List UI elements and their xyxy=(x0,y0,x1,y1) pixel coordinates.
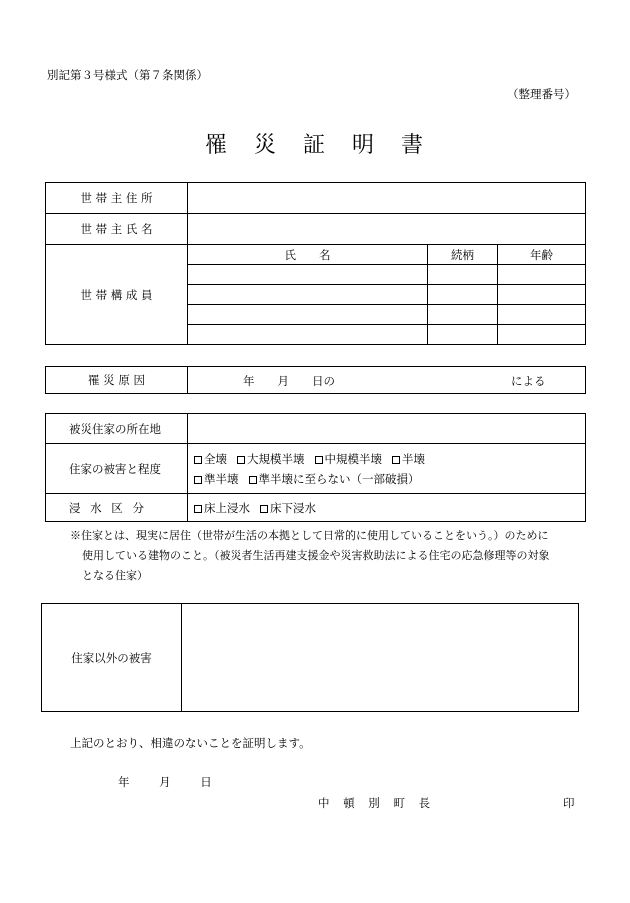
member-age-field[interactable] xyxy=(498,325,586,345)
extent-options xyxy=(188,444,586,494)
column-header-name: 氏 名 xyxy=(188,245,428,265)
definition-note xyxy=(70,526,585,586)
member-relation-field[interactable] xyxy=(428,325,498,345)
seal-mark: 印 xyxy=(563,796,575,810)
certification-statement: 上記のとおり、相違のないことを証明します。 xyxy=(70,736,311,750)
cause-suffix: による xyxy=(511,374,546,388)
flood-options xyxy=(188,494,586,522)
issue-date: 年 月 日 xyxy=(118,775,212,789)
extent-label: 住家の被害と程度 xyxy=(46,444,188,494)
note-line: ※住家とは、現実に居住（世帯が生活の本拠として日常的に使用していることをいう。）のために xyxy=(70,529,549,542)
option-label: 床下浸水 xyxy=(270,500,316,515)
location-field[interactable] xyxy=(188,414,586,444)
form-note: 別記第３号様式（第７条関係） xyxy=(47,68,208,82)
member-age-field[interactable] xyxy=(498,305,586,325)
option-label: 中規模半壊 xyxy=(324,451,382,466)
other-damage-table xyxy=(41,603,579,712)
head-name-field[interactable] xyxy=(188,214,586,245)
column-header-relation: 続柄 xyxy=(428,245,498,265)
note-line: 使用している建物のこと。（被災者生活再建支援金や災害救助法による住宅の応急修理等の対象 xyxy=(82,549,550,562)
cause-table xyxy=(45,366,586,394)
option-label: 大規模半壊 xyxy=(247,451,305,466)
cause-field[interactable] xyxy=(188,367,586,394)
option-label: 全壊 xyxy=(204,451,227,466)
member-age-field[interactable] xyxy=(498,265,586,285)
flood-label: 浸 水 区 分 xyxy=(46,494,188,522)
extent-options-row-2 xyxy=(194,469,585,489)
mayor-title: 中 頓 別 町 長 xyxy=(318,796,431,810)
checkbox[interactable] xyxy=(392,456,400,464)
checkbox[interactable] xyxy=(194,456,202,464)
cause-date-text: 年 月 日の xyxy=(243,374,335,388)
checkbox[interactable] xyxy=(194,476,202,484)
cause-label: 罹 災 原 因 xyxy=(46,367,188,394)
checkbox[interactable] xyxy=(237,456,245,464)
option-label: 準半壊に至らない（一部破損） xyxy=(258,471,420,486)
checkbox[interactable] xyxy=(249,476,257,484)
other-damage-field[interactable] xyxy=(182,604,579,712)
reference-number-label: （整理番号） xyxy=(507,87,576,101)
checkbox[interactable] xyxy=(260,505,268,513)
household-table xyxy=(45,182,586,345)
location-label: 被災住家の所在地 xyxy=(46,414,188,444)
address-label: 世 帯 主 住 所 xyxy=(46,183,188,214)
page-title: 罹 災 証 明 書 xyxy=(205,133,425,158)
extent-options-row-1 xyxy=(194,449,585,469)
checkbox[interactable] xyxy=(315,456,323,464)
checkbox[interactable] xyxy=(194,505,202,513)
member-name-field[interactable] xyxy=(188,325,428,345)
address-field[interactable] xyxy=(188,183,586,214)
column-header-age: 年齢 xyxy=(498,245,586,265)
head-name-label: 世 帯 主 氏 名 xyxy=(46,214,188,245)
member-name-field[interactable] xyxy=(188,285,428,305)
option-label: 半壊 xyxy=(402,451,425,466)
option-label: 準半壊 xyxy=(204,471,239,486)
member-age-field[interactable] xyxy=(498,285,586,305)
member-relation-field[interactable] xyxy=(428,285,498,305)
damage-table xyxy=(45,413,586,522)
option-label: 床上浸水 xyxy=(204,500,250,515)
note-line: となる住家） xyxy=(82,569,148,582)
member-relation-field[interactable] xyxy=(428,305,498,325)
other-damage-label: 住家以外の被害 xyxy=(42,604,182,712)
members-label: 世 帯 構 成 員 xyxy=(46,245,188,345)
member-name-field[interactable] xyxy=(188,305,428,325)
member-name-field[interactable] xyxy=(188,265,428,285)
member-relation-field[interactable] xyxy=(428,265,498,285)
